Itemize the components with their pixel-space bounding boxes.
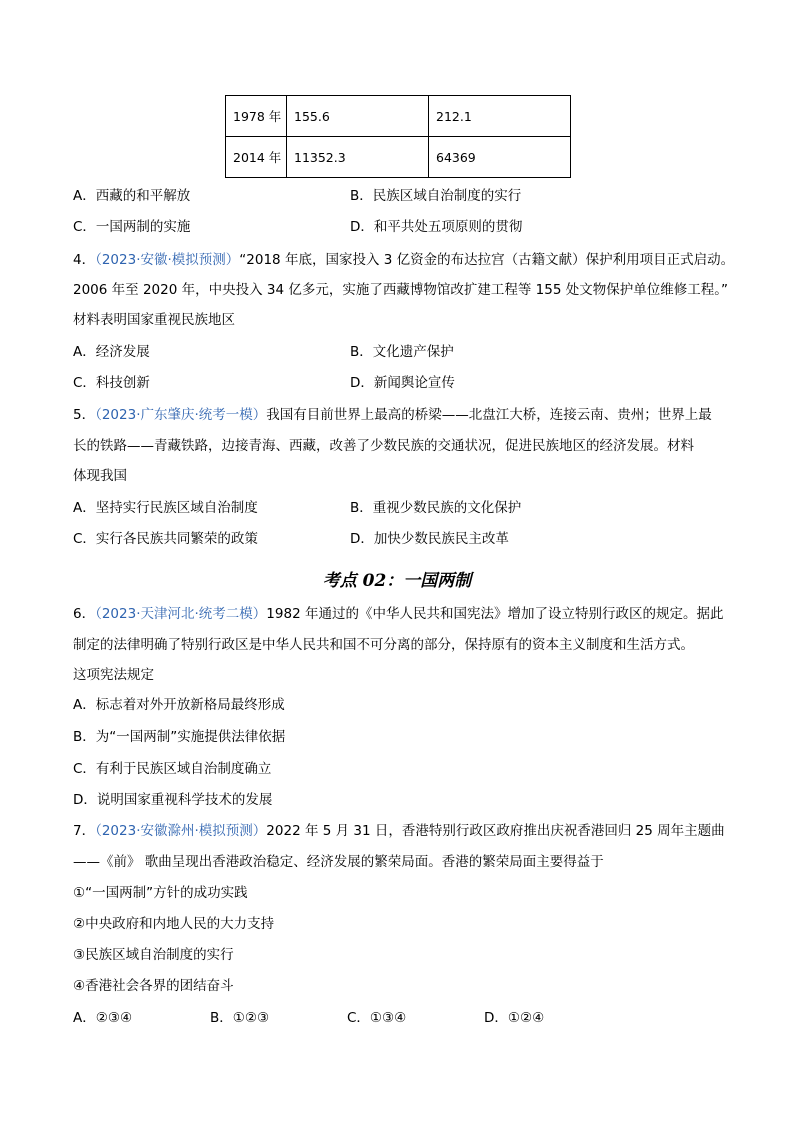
q4-stem-line-1 — [73, 250, 734, 270]
q5-option-a: A．坚持实行民族区域自治制度 — [73, 500, 258, 516]
q4-option-b: B．文化遗产保护 — [350, 344, 454, 360]
q3-option-b: B．民族区域自治制度的实行 — [350, 188, 522, 204]
q3-option-a: A．西藏的和平解放 — [73, 188, 191, 204]
q6-option-c: C．有利于民族区域自治制度确立 — [73, 761, 272, 777]
question-number: 6． — [73, 606, 96, 622]
q5-stem-line-1 — [73, 405, 712, 425]
table-cell: 1978 年 — [226, 96, 287, 137]
q5-option-b: B．重视少数民族的文化保护 — [350, 500, 522, 516]
q7-statement-1: ①“一国两制”方针的成功实践 — [73, 885, 248, 901]
q6-option-a: A．标志着对外开放新格局最终形成 — [73, 697, 285, 713]
q7-option-d: D．①②④ — [484, 1010, 545, 1026]
question-number: 4． — [73, 252, 96, 268]
q4-option-a: A．经济发展 — [73, 344, 150, 360]
section-title: 考点 02：一国两制 — [322, 571, 472, 591]
q4-option-c: C．科技创新 — [73, 375, 150, 391]
question-number: 7． — [73, 823, 96, 839]
q7-stem-line-2: ——《前》 歌曲呈现出香港政治稳定、经济发展的繁荣局面。香港的繁荣局面主要得益于 — [73, 854, 604, 870]
q7-option-c: C．①③④ — [347, 1010, 407, 1026]
question-text: “2018 年底，国家投入 3 亿资金的布达拉宫（古籍文献）保护利用项目正式启动。 — [239, 252, 735, 268]
q7-statement-2: ②中央政府和内地人民的大力支持 — [73, 916, 275, 932]
q6-stem-line-1 — [73, 604, 723, 624]
table-cell: 155.6 — [287, 96, 429, 137]
table-cell: 64369 — [429, 137, 571, 178]
question-source: （2023·安徽滁州·模拟预测） — [95, 823, 267, 839]
question-text: 我国有目前世界上最高的桥梁——北盘江大桥，连接云南、贵州；世界上最 — [266, 407, 712, 423]
q7-statement-4: ④香港社会各界的团结奋斗 — [73, 978, 234, 994]
question-source: （2023·天津河北·统考二模） — [95, 606, 267, 622]
question-source: （2023·安徽·模拟预测） — [95, 252, 240, 268]
q3-option-c: C．一国两制的实施 — [73, 219, 191, 235]
question-text: 2022 年 5 月 31 日，香港特别行政区政府推出庆祝香港回归 25 周年主题曲 — [266, 823, 725, 839]
q6-option-d: D．说明国家重视科学技术的发展 — [73, 792, 273, 808]
q4-stem-line-3: 材料表明国家重视民族地区 — [73, 312, 235, 328]
question-text: 1982 年通过的《中华人民共和国宪法》增加了设立特别行政区的规定。据此 — [266, 606, 724, 622]
q4-stem-line-2: 2006 年至 2020 年，中央投入 34 亿多元，实施了西藏博物馆改扩建工程等 155 处文物保护单位维修工程。” — [73, 282, 728, 298]
table-cell: 212.1 — [429, 96, 571, 137]
table-cell: 11352.3 — [287, 137, 429, 178]
table-row — [226, 137, 571, 178]
q6-stem-line-2: 制定的法律明确了特别行政区是中华人民共和国不可分离的部分，保持原有的资本主义制度和生活方式。 — [73, 637, 694, 653]
q5-stem-line-3: 体现我国 — [73, 468, 127, 484]
question-number: 5． — [73, 407, 96, 423]
table-row — [226, 96, 571, 137]
q7-statement-3: ③民族区域自治制度的实行 — [73, 947, 234, 963]
q5-option-c: C．实行各民族共同繁荣的政策 — [73, 531, 258, 547]
data-table — [225, 95, 571, 178]
q7-option-a: A．②③④ — [73, 1010, 133, 1026]
table-cell: 2014 年 — [226, 137, 287, 178]
q4-option-d: D．新闻舆论宣传 — [350, 375, 455, 391]
q5-stem-line-2: 长的铁路——青藏铁路，边接青海、西藏，改善了少数民族的交通状况，促进民族地区的经济发展。材料 — [73, 438, 694, 454]
q5-option-d: D．加快少数民族民主改革 — [350, 531, 509, 547]
q6-stem-line-3: 这项宪法规定 — [73, 667, 154, 683]
q7-stem-line-1 — [73, 821, 725, 841]
q6-option-b: B．为“一国两制”实施提供法律依据 — [73, 729, 286, 745]
question-source: （2023·广东肇庆·统考一模） — [95, 407, 267, 423]
q7-option-b: B．①②③ — [210, 1010, 270, 1026]
q3-option-d: D．和平共处五项原则的贯彻 — [350, 219, 523, 235]
